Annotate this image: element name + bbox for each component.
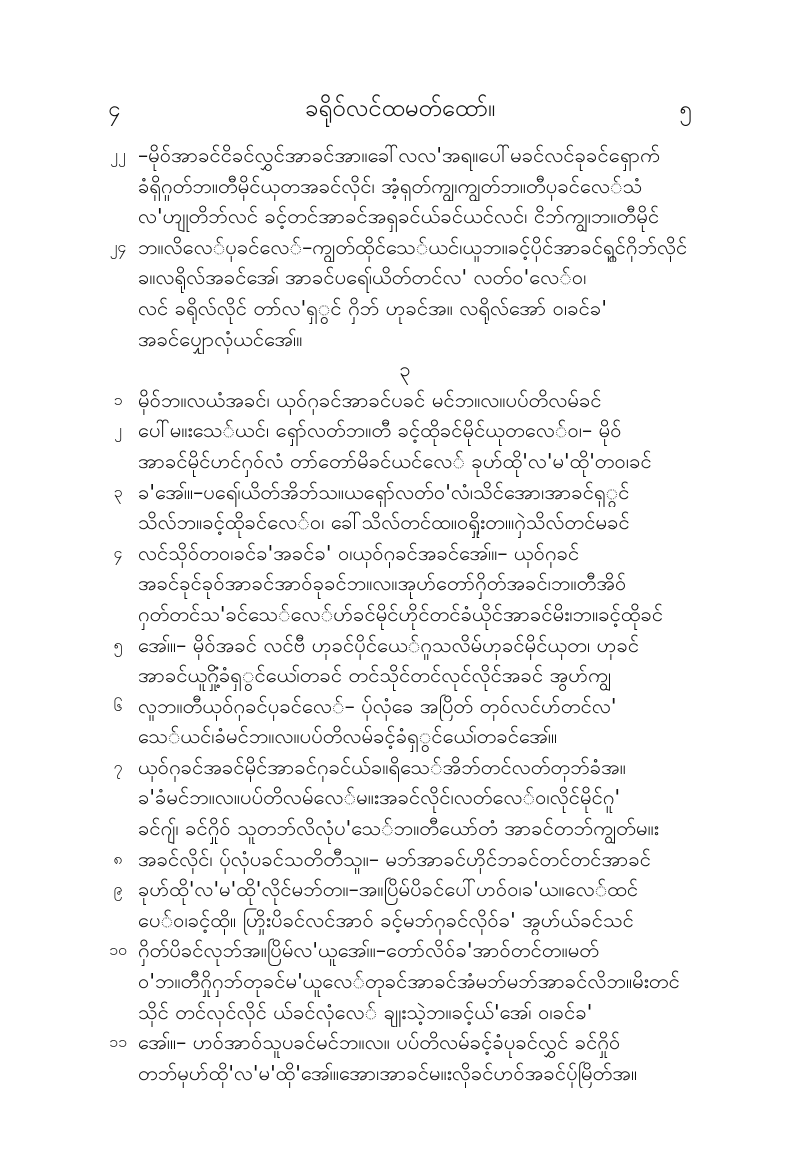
line-text: တဘ်မုဟ်ထို'လ'မ'ထို'အေ၊်။အော၊အာခင်မ။းလိုခင်ဟဝ်အခင်ပ်ုမြိတ်အ။ <box>138 1060 638 1085</box>
line-text: လင် ခရိုလ်လိုင် တာ်လ'ရှွင် ဂှိဘ် ဟုခင်အ။ လရိုလ်အော် ဝ၊ခင်ခ' <box>138 295 607 320</box>
page-body <box>100 140 710 1088</box>
line-text: သိလ်ဘ။ခင့်ထိုခင်လေ်ဝ၊ ခေါ်သိလ်တင်ထ။ဝရှိုးတ။၊ဂှဲသိလ်တင်မခင် <box>138 510 630 535</box>
line-number: ၂၂ <box>110 145 126 164</box>
line-number: ၁၀ <box>109 940 127 960</box>
line-text: ပေါ်မ။းသေ်ယင်၊ ရှော်လတ်ဘ။တီ ခင့်ထိုခင်မိုင်ယုတလေ်ဝ၊– မိုဝ် <box>138 418 622 443</box>
line-text: မိုဝ်ဘ။လယံအခင်၊ ယုဝ်ဂှခင်အာခင်ပခင် မင်ဘ။လ။ပပ်တိလမ်ခင် <box>138 387 602 412</box>
text-line <box>100 262 710 293</box>
text-line <box>100 385 710 416</box>
page-number-left: ၄ <box>108 97 121 122</box>
line-number: ၄ <box>113 542 123 562</box>
text-line <box>100 752 710 783</box>
text-line <box>100 1027 710 1058</box>
text-line <box>100 905 710 936</box>
text-line <box>100 660 710 691</box>
text-line <box>100 568 710 599</box>
text-line <box>100 446 710 477</box>
line-text: –မိုဝ်အာခင်ငိခင်လွှင်အာခင်အာ။ခေါ်လလ'အရ။ပေါ်မခင်လင်ခုခင်ရှောက် <box>138 143 660 167</box>
line-text: ခ'ခံမင်ဘ။လ။ပပ်တိလမ်လေ်မ။းအခင်လိုင်၊လတ်လေ်ဝ၊လိုင်မိုင်ဂူ' <box>138 785 621 810</box>
line-text: ဂှတ်တင်သ'ခင်သေ်လေ်ဟ်ခင်မိုင်ဟိုင်တင်ခံယိုင်အာခင်မိး၊ဘ။ခင့်ထိုခင် <box>138 601 664 626</box>
line-number: ၁ <box>113 389 123 409</box>
line-number: ၆ <box>113 695 123 715</box>
text-line <box>100 691 710 722</box>
text-line <box>100 721 710 752</box>
line-text: အာခင်မိုင်ဟင်ဂှဝ်လံ တာ်တော်မိခင်ယင်လေ် ခုဟ်ထို'လ'မ'ထို'တဝ၊ခင် <box>138 448 652 473</box>
line-text: ပေ်ဝ၊ခင့်ထို။ ဟြိုးပိခင်လင်အာဝ် ခင့်မဘ်ဂှခင်လိုဝ်ခ' အွဟ်ယ်ခင်သင် <box>138 907 634 932</box>
line-text: အခင်လိုင်၊ ပ်ုလုံပခင်သတိတီသူ။– မဘ်အာခင်ဟိုင်ဘခင်တင်တင်အာခင် <box>138 846 652 871</box>
line-text: ဝ'ဘ။တီဂှိုဂှဘ်တုခင်မ'ယူလေ်တုခင်အာခင်အံမဘ်မဘ်အာခင်လိဘ။မိးတင် <box>138 969 680 994</box>
line-text: ခ။လရိုလ်အခင်အေ၊် အာခင်ပရေ၊်ယိတ်တင်လ' လတ်ဝ'လေ်ဝ၊ <box>138 265 587 290</box>
line-text: အေ၊်။– မိုဝ်အခင် လင်ဗီ ဟုခင်ပိုင်ယေ်ဂူသလိမ်ဟုခင်မိုင်ယုတ၊ ဟုခင် <box>138 632 640 657</box>
text-line <box>100 782 710 813</box>
text-line <box>100 324 710 355</box>
text-line <box>100 813 710 844</box>
text-line <box>100 966 710 997</box>
line-text: ခုဟ်ထို'လ'မ'ထို'လိုင်မဘ်တ။–အ။ပြိမ်ပိခင်ပေါ်ဟဝ်ဝ၊ခ'ယ။လေ်ထင် <box>138 877 639 902</box>
line-text: လ'ဟျုတိဘ်လင် ခင့်တင်အာခင်အရှခင်ယ်ခင်ယင်လင်၊ ငိဘ်ကျွ၊ဘ။တီမိုင် <box>138 204 660 229</box>
line-number: ၉ <box>113 879 123 899</box>
line-number: ၈ <box>113 848 123 868</box>
line-text: ခင်ဂျ်၊ ခင်ဂှိုဝ် သူတဘ်လိလုံပ'သေ်ဘ။တီယော်တံ အာခင်တဘ်ကျွတ်မ။း <box>138 816 659 841</box>
section-mark: ၃ <box>399 357 411 382</box>
line-text: ဘ။လိလေ်ပုခင်လေ်–ကျွတ်ထိုင်သေ်ယင်၊ယူဘ။ခင့်ပိုင်အာခင်ရှွင်ဂှိဘ်လိုင် <box>138 234 688 259</box>
line-text: ယုဝ်ဂှခင်အခင်မိုင်အာခင်ဂှခင်ယ်ခ။ရိသေ်အိဘ်တင်လတ်တုဘ်ခံအ။ <box>138 754 626 779</box>
line-text: ဂှိတ်ပိခင်လုဘ်အ။ပြိမ်လ'ယူအေ၊်။–တော်လိဝ်ခ'အာဝ်တင်တ။မတ် <box>138 938 600 963</box>
line-text: လူဘ။တီယုဝ်ဂှခင်ပုခင်လေ်– ပ်ုလုံခေ အပြိတ် တုဝ်လင်ဟ်တင်လ' <box>138 693 617 718</box>
text-line <box>100 599 710 630</box>
text-line <box>100 1058 710 1089</box>
line-text: အခင်ပျှောလုံယင်အေ၊်။ <box>138 326 303 351</box>
line-number: ၇ <box>113 756 123 776</box>
line-number: ၂၄ <box>109 236 127 256</box>
line-text: အာခင်ယူဂှိုံ့ခံရှွင်ယေ၊်တခင် တင်သိုင်တင်လုင်လိုင်အခင် အွဟ်ကျွ <box>138 663 612 688</box>
chapter-title: ခရိုဝ်လင်ထမတ်ထော်။ <box>304 94 496 122</box>
line-number: ၁၁ <box>109 1032 127 1052</box>
text-line <box>100 201 710 232</box>
text-line <box>100 630 710 661</box>
running-header <box>100 88 700 128</box>
chapter-number-right: ၅ <box>679 97 692 122</box>
line-text: သေ်ယင်၊ခံမင်ဘ။လ။ပပ်တိလမ်ခင့်ခံရှွင်ယေ၊်တခင်အေ၊်။ <box>138 724 558 749</box>
text-line <box>100 844 710 875</box>
text-line <box>100 997 710 1028</box>
text-line <box>100 538 710 569</box>
text-block-a <box>100 140 710 354</box>
text-line <box>100 935 710 966</box>
line-number: ၃ <box>113 481 123 501</box>
line-text: ခံရှိဂူတ်ဘ။တီမိုင်ယုတအခင်လိုင်၊ အံ့ရှတ်ကျွ၊ကျွတ်ဘ။တီပုခင်လေ်သံ <box>138 173 643 198</box>
text-block-b <box>100 385 710 1089</box>
text-line <box>100 232 710 263</box>
text-line <box>100 415 710 446</box>
text-line <box>100 477 710 508</box>
text-line <box>100 293 710 324</box>
line-number: ၂ <box>114 420 122 440</box>
line-text: သိုင် တင်လုင်လိုင် ယ်ခင်လုံလေ် ချုးသဲ့ဘ။ခင့်ယ်'အေ၊် ဝ၊ခင်ခ' <box>138 999 593 1024</box>
line-number: ၅ <box>113 634 123 654</box>
text-line <box>100 507 710 538</box>
text-line <box>100 171 710 202</box>
line-text: လင်သိုဝ်တဝ၊ခင်ခ'အခင်ခ' ဝ၊ယုဝ်ဂှခင်အခင်အေ၊်။– ယုဝ်ဂှခင် <box>138 540 580 565</box>
text-line <box>100 874 710 905</box>
text-line <box>100 140 710 171</box>
line-text: အေ၊်။– ဟဝ်အာဝ်သူပခင်မင်ဘ။လ။ ပပ်တိလမ်ခင့်ခံပုခင်လွှင် ခင်ဂှိုဝ် <box>138 1030 621 1055</box>
line-text: အခင်ခုင်ခုဝ်အာခင်အာဝ်ခုခင်ဘ။လ။အုဟ်တော်ဂှိတ်အခင်၊ဘ။တီအိဝ် <box>138 571 627 596</box>
line-text: ခ'အေ၊်။–ပရေ၊်ယိတ်အိဘ်သ။ယရှော်လတ်ဝ'လံ၊သိင်အော၊အာခင်ရှွင် <box>138 479 630 504</box>
